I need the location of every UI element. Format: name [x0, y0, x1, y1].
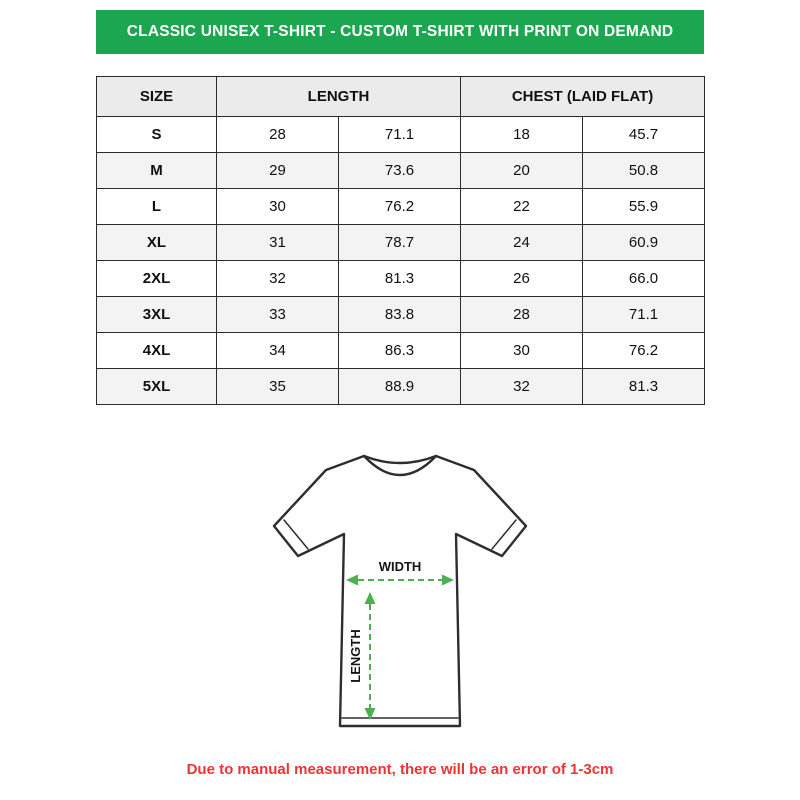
length-in: 33: [217, 297, 339, 333]
title-banner: [96, 10, 704, 54]
length-in: 28: [217, 117, 339, 153]
size-label: 5XL: [97, 369, 217, 405]
length-cm: 86.3: [339, 333, 461, 369]
page-title: CLASSIC UNISEX T-SHIRT - CUSTOM T-SHIRT WITH PRINT ON DEMAND: [126, 23, 674, 40]
length-in: 30: [217, 189, 339, 225]
length-in: 34: [217, 333, 339, 369]
table-row: [97, 225, 705, 261]
chest-cm: 81.3: [583, 369, 705, 405]
table-header-row: [97, 77, 705, 117]
length-in: 32: [217, 261, 339, 297]
chest-cm: 60.9: [583, 225, 705, 261]
length-cm: 73.6: [339, 153, 461, 189]
chest-in: 30: [461, 333, 583, 369]
chest-in: 22: [461, 189, 583, 225]
size-label: M: [97, 153, 217, 189]
size-table: [96, 76, 705, 405]
header-length: LENGTH: [217, 77, 461, 117]
chest-cm: 71.1: [583, 297, 705, 333]
chest-cm: 45.7: [583, 117, 705, 153]
length-cm: 88.9: [339, 369, 461, 405]
table-row: [97, 153, 705, 189]
table-row: [97, 369, 705, 405]
chest-in: 28: [461, 297, 583, 333]
size-label: L: [97, 189, 217, 225]
size-label: 4XL: [97, 333, 217, 369]
length-in: 31: [217, 225, 339, 261]
chest-in: 24: [461, 225, 583, 261]
chest-in: 18: [461, 117, 583, 153]
tshirt-measurement-diagram: [240, 430, 560, 756]
length-cm: 83.8: [339, 297, 461, 333]
length-in: 29: [217, 153, 339, 189]
size-label: 2XL: [97, 261, 217, 297]
chest-cm: 55.9: [583, 189, 705, 225]
chest-cm: 66.0: [583, 261, 705, 297]
length-cm: 78.7: [339, 225, 461, 261]
length-cm: 81.3: [339, 261, 461, 297]
chest-in: 26: [461, 261, 583, 297]
chest-cm: 50.8: [583, 153, 705, 189]
chest-in: 32: [461, 369, 583, 405]
chest-cm: 76.2: [583, 333, 705, 369]
tshirt-outline: [274, 456, 526, 726]
chest-in: 20: [461, 153, 583, 189]
size-label: XL: [97, 225, 217, 261]
header-size: SIZE: [97, 77, 217, 117]
table-row: [97, 297, 705, 333]
measurement-error-note: Due to manual measurement, there will be an error of 1-3cm: [186, 761, 614, 778]
table-row: [97, 117, 705, 153]
header-chest: CHEST (LAID FLAT): [461, 77, 705, 117]
table-row: [97, 261, 705, 297]
length-cm: 71.1: [339, 117, 461, 153]
size-label: S: [97, 117, 217, 153]
table-row: [97, 333, 705, 369]
length-label: LENGTH: [348, 629, 363, 683]
width-label: WIDTH: [378, 559, 422, 574]
size-label: 3XL: [97, 297, 217, 333]
table-row: [97, 189, 705, 225]
length-in: 35: [217, 369, 339, 405]
length-cm: 76.2: [339, 189, 461, 225]
